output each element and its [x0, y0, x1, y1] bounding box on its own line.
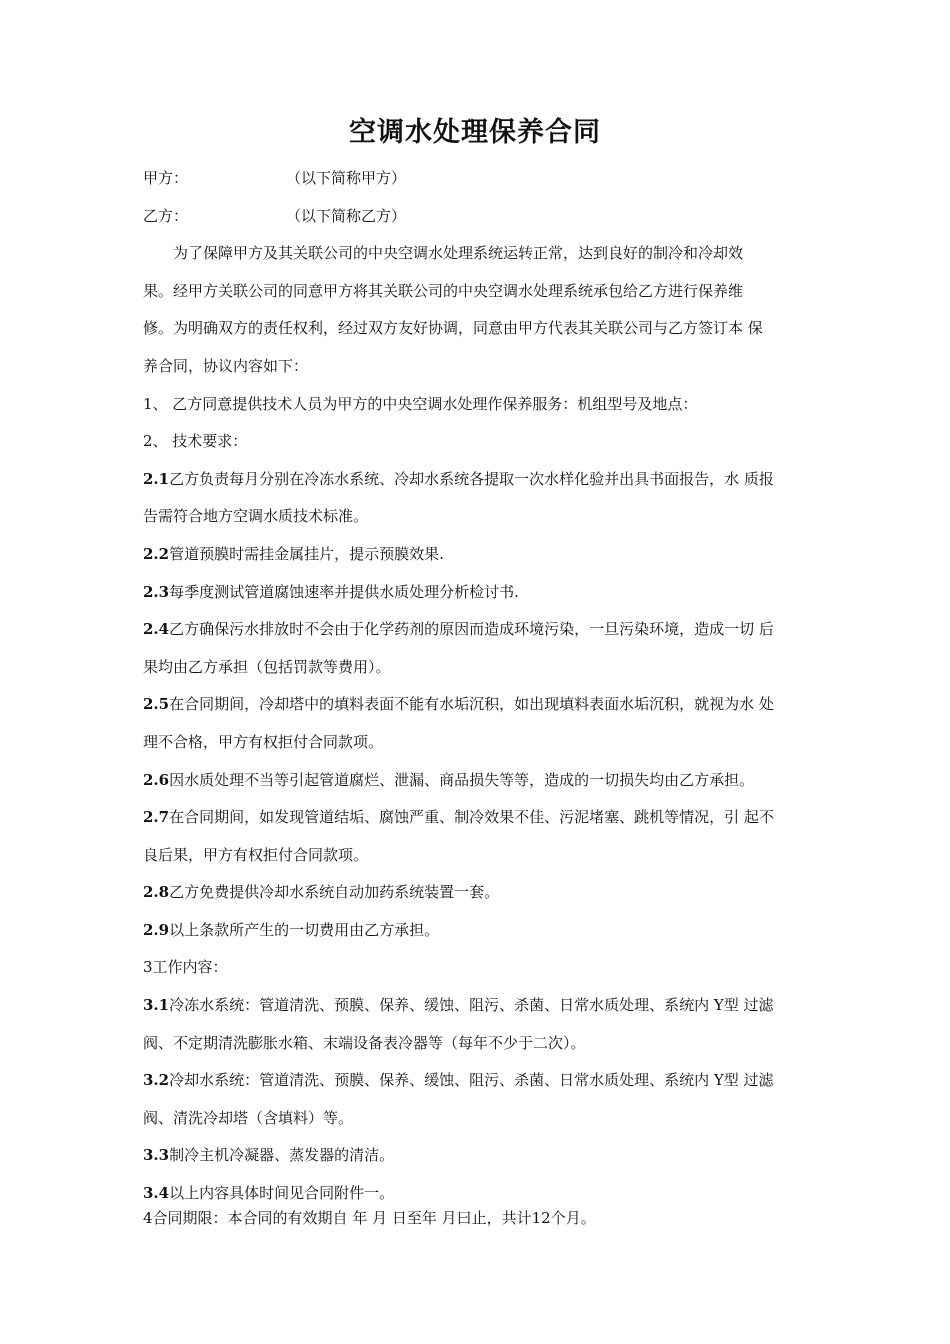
clause-number: 2.5: [143, 695, 170, 714]
clause-2-7-cont: 良后果，甲方有权拒付合同款项。: [143, 845, 369, 864]
party-b-line: [143, 198, 819, 236]
clause-2-9: [143, 912, 819, 950]
clause-number: 2.4: [143, 620, 170, 639]
item-1: 1、 乙方同意提供技术人员为甲方的中央空调水处理作保养服务：机组型号及地点：: [143, 394, 698, 413]
work-3-2: [143, 1062, 819, 1100]
work-3-3: [143, 1137, 819, 1175]
clause-text: 冷却水系统：管道清洗、预膜、保养、缓蚀、阻污、杀菌、日常水质处理、系统内 Y型 过滤: [169, 1071, 774, 1090]
clause-text: 制冷主机冷凝器、蒸发器的清洁。: [169, 1146, 395, 1165]
clause-2-2: [143, 536, 819, 574]
party-a-line: [143, 160, 819, 198]
item-4-contract-term: 4合同期限：本合同的有效期自 年 月 日至年 月曰止，共计12个月。: [143, 1209, 596, 1227]
clause-2-4-cont: 果均由乙方承担（包括罚款等费用）。: [143, 657, 391, 676]
clause-number: 2.9: [143, 920, 170, 939]
clause-number: 2.6: [143, 770, 170, 789]
clause-text: 以上内容具体时间见合同附件一。: [169, 1184, 395, 1203]
clause-number: 2.1: [143, 469, 170, 488]
intro-line-1: 为了保障甲方及其关联公司的中央空调水处理系统运转正常，达到良好的制冷和冷却效: [173, 244, 744, 263]
clause-2-3: [143, 574, 819, 612]
clause-number: 3.3: [143, 1146, 170, 1165]
clause-text: 乙方负责每月分别在冷冻水系统、冷却水系统各提取一次水样化验并出具书面报告，水 质报: [169, 469, 774, 488]
party-b-note: （以下简称乙方）: [286, 206, 407, 225]
clause-text: 冷冻水系统：管道清洗、预膜、保养、缓蚀、阻污、杀菌、日常水质处理、系统内 Y型 过滤: [169, 996, 774, 1015]
clause-number: 2.2: [143, 544, 170, 563]
clause-2-1-cont: 告需符合地方空调水质技术标准。: [143, 507, 369, 526]
clause-text: 在合同期间，如发现管道结垢、腐蚀严重、制冷效果不佳、污泥堵塞、跳机等情况，引 起不: [169, 808, 774, 827]
item-2: 2、 技术要求：: [143, 432, 248, 451]
party-a-note: （以下简称甲方）: [286, 169, 407, 187]
clause-number: 2.7: [143, 808, 170, 827]
clause-text: 每季度测试管道腐蚀速率并提供水质处理分析检讨书.: [169, 582, 519, 601]
clause-2-8: [143, 874, 819, 912]
clause-2-1: [143, 461, 819, 499]
clause-2-6: [143, 762, 819, 800]
clause-number: 2.8: [143, 883, 170, 902]
clause-2-5-cont: 理不合格，甲方有权拒付合同款项。: [143, 732, 384, 751]
contract-body: [143, 160, 819, 1213]
work-3-1-cont: 阀、不定期清洗膨胀水箱、末端设备表冷器等（每年不少于二次）。: [143, 1033, 586, 1052]
item-3: 3工作内容：: [143, 958, 228, 977]
clause-text: 乙方确保污水排放时不会由于化学药剂的原因而造成环境污染，一旦污染环境，造成一切 后: [169, 620, 774, 639]
clause-2-4: [143, 611, 819, 649]
party-b-label: 乙方：: [143, 206, 189, 225]
party-a-label: 甲方：: [143, 169, 189, 187]
intro-line-3: 修。为明确双方的责任权利，经过双方友好协调，同意由甲方代表其关联公司与乙方签订本 保: [143, 319, 763, 338]
clause-2-7: [143, 799, 819, 837]
intro-line-2: 果。经甲方关联公司的同意甲方将其关联公司的中央空调水处理系统承包给乙方进行保养维: [143, 281, 744, 300]
clause-number: 3.2: [143, 1071, 170, 1090]
clause-text: 以上条款所产生的一切费用由乙方承担。: [169, 920, 440, 939]
intro-line-4: 养合同，协议内容如下：: [143, 356, 309, 375]
clause-number: 2.3: [143, 582, 170, 601]
clause-text: 乙方免费提供冷却水系统自动加药系统装置一套。: [169, 883, 500, 902]
document-title: 空调水处理保养合同: [349, 117, 601, 148]
work-3-1: [143, 987, 819, 1025]
clause-text: 管道预膜时需挂金属挂片，提示预膜效果.: [169, 544, 444, 563]
clause-text: 因水质处理不当等引起管道腐烂、泄漏、商品损失等等，造成的一切损失均由乙方承担。: [169, 770, 755, 789]
clause-2-5: [143, 686, 819, 724]
clause-number: 3.4: [143, 1184, 170, 1203]
clause-text: 在合同期间，冷却塔中的填料表面不能有水垢沉积，如出现填料表面水垢沉积，就视为水 处: [169, 695, 774, 714]
work-3-2-cont: 阀、清洗冷却塔（含填料）等。: [143, 1108, 354, 1127]
clause-number: 3.1: [143, 996, 170, 1015]
